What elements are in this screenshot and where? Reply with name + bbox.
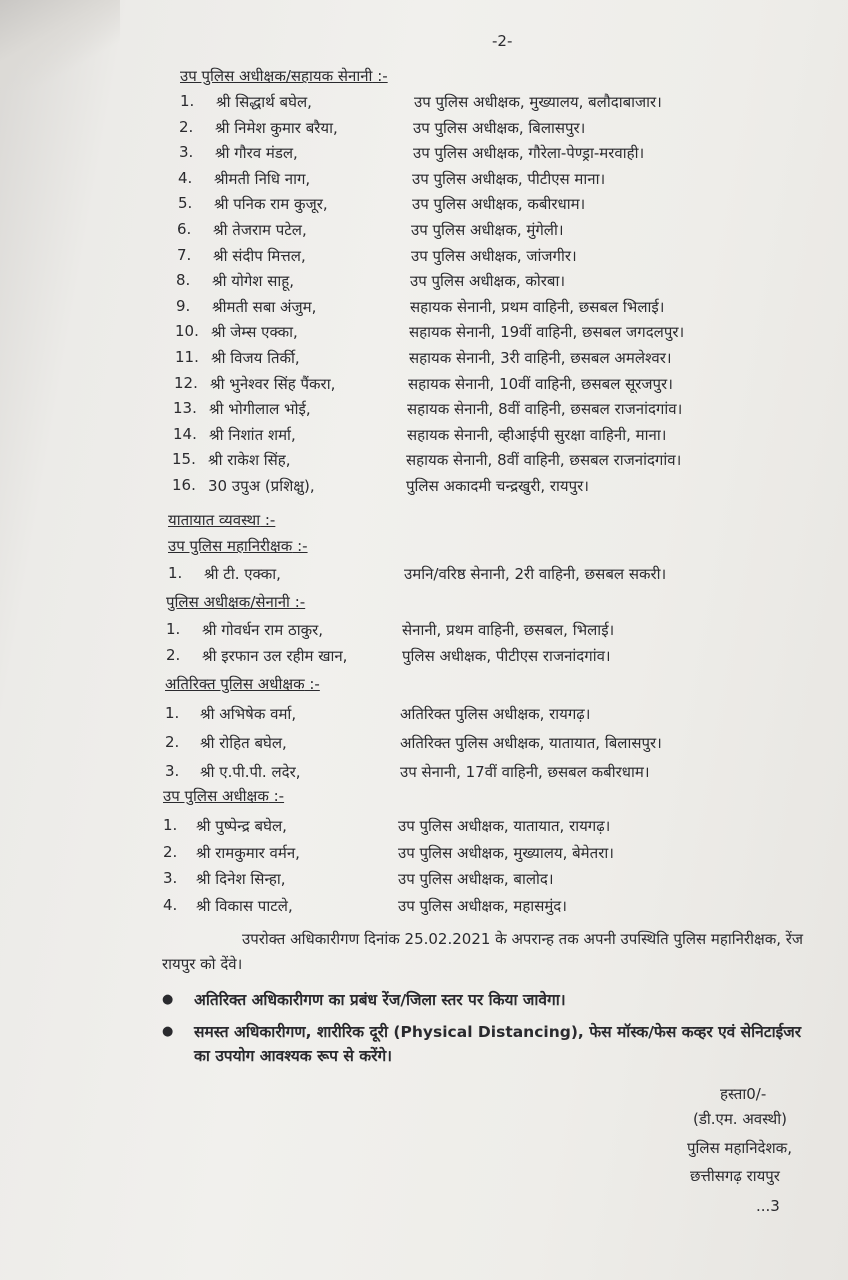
officer-posting: उप पुलिस अधीक्षक, मुंगेली। — [411, 221, 564, 239]
signatory-designation: पुलिस महानिदेशक, — [687, 1139, 792, 1157]
officer-name: श्री अभिषेक वर्मा, — [200, 705, 297, 723]
section-heading-suffix: :- — [304, 675, 320, 693]
list-item — [173, 425, 833, 447]
officer-posting: उप पुलिस अधीक्षक, मुख्यालय, बलौदाबाजार। — [414, 93, 662, 111]
item-number: 2. — [179, 118, 194, 136]
list-item — [177, 220, 837, 242]
bullet-text: अतिरिक्त अधिकारीगण का प्रबंध रेंज/जिला स्तर पर किया जावेगा। — [194, 991, 566, 1009]
bullet-item — [162, 1020, 822, 1068]
item-number: 1. — [163, 816, 178, 834]
section-heading-dig — [168, 536, 308, 556]
section-heading-dsp — [163, 786, 284, 806]
officer-posting: उप सेनानी, 17वीं वाहिनी, छसबल कबीरधाम। — [400, 763, 650, 781]
officer-posting: सहायक सेनानी, 10वीं वाहिनी, छसबल सूरजपुर। — [408, 375, 673, 393]
list-item — [174, 374, 834, 396]
section-heading-text: उप पुलिस अधीक्षक — [163, 787, 269, 805]
signatory-name: (डी.एम. अवस्थी) — [693, 1110, 787, 1128]
page-fold-shadow — [0, 0, 120, 90]
joining-instruction-paragraph — [162, 927, 818, 977]
item-number: 9. — [176, 297, 191, 315]
officer-name: श्री गौरव मंडल, — [215, 144, 298, 162]
item-number: 2. — [163, 843, 178, 861]
officer-posting: अतिरिक्त पुलिस अधीक्षक, रायगढ़। — [400, 705, 591, 723]
list-item — [163, 843, 823, 865]
list-item — [163, 869, 823, 891]
officer-name: श्री दिनेश सिन्हा, — [196, 870, 286, 888]
officer-name: श्री गोवर्धन राम ठाकुर, — [202, 621, 324, 639]
list-item — [178, 194, 838, 216]
officer-posting: उमनि/वरिष्ठ सेनानी, 2री वाहिनी, छसबल सकरी। — [404, 565, 667, 583]
officer-name: 30 उपुअ (प्रशिक्षु), — [208, 477, 315, 495]
item-number: 1. — [180, 92, 195, 110]
signatory-place: छत्तीसगढ़ रायपुर — [690, 1167, 780, 1185]
item-number: 1. — [166, 620, 181, 638]
item-number: 4. — [178, 169, 193, 187]
item-number: 5. — [178, 194, 193, 212]
officer-posting: उप पुलिस अधीक्षक, बिलासपुर। — [413, 119, 586, 137]
item-number: 8. — [176, 271, 191, 289]
officer-name: श्री निमेश कुमार बरैया, — [215, 119, 338, 137]
officer-name: श्री विजय तिर्की, — [211, 349, 300, 367]
item-number: 3. — [163, 869, 178, 887]
officer-name: श्री योगेश साहू, — [212, 272, 295, 290]
item-number: 4. — [163, 896, 178, 914]
officer-name: श्री इरफान उल रहीम खान, — [202, 647, 348, 665]
continued-page-marker: ...3 — [756, 1197, 780, 1215]
item-number: 2. — [166, 646, 181, 664]
item-number: 1. — [165, 704, 180, 722]
item-number: 15. — [172, 450, 196, 468]
item-number: 6. — [177, 220, 192, 238]
bullet-item — [162, 988, 814, 1012]
list-item — [178, 169, 838, 191]
item-number: 3. — [179, 143, 194, 161]
item-number: 14. — [173, 425, 197, 443]
list-item — [163, 816, 823, 838]
item-number: 11. — [175, 348, 199, 366]
officer-posting: उप पुलिस अधीक्षक, कोरबा। — [410, 272, 566, 290]
bullet-icon: ● — [162, 992, 174, 1007]
officer-posting: सहायक सेनानी, प्रथम वाहिनी, छसबल भिलाई। — [410, 298, 665, 316]
officer-posting: सहायक सेनानी, 8वीं वाहिनी, छसबल राजनांदगांव। — [406, 451, 682, 469]
officer-name: श्री जेम्स एक्का, — [211, 323, 298, 341]
officer-posting: सहायक सेनानी, व्हीआईपी सुरक्षा वाहिनी, माना। — [407, 426, 667, 444]
item-number: 12. — [174, 374, 198, 392]
section-heading-dsp-asst-commandant — [180, 66, 388, 86]
item-number: 13. — [173, 399, 197, 417]
officer-name: श्री संदीप मित्तल, — [213, 247, 306, 265]
officer-name: श्री विकास पाटले, — [196, 897, 293, 915]
officer-name: श्रीमती सबा अंजुम, — [212, 298, 317, 316]
officer-posting: उप पुलिस अधीक्षक, यातायात, रायगढ़। — [398, 817, 611, 835]
officer-posting: उप पुलिस अधीक्षक, कबीरधाम। — [412, 195, 586, 213]
list-item — [175, 348, 835, 370]
officer-name: श्री निशांत शर्मा, — [209, 426, 296, 444]
item-number: 7. — [177, 246, 192, 264]
officer-posting: उप पुलिस अधीक्षक, बालोद। — [398, 870, 554, 888]
officer-name: श्री टी. एक्का, — [204, 565, 281, 583]
officer-posting: सहायक सेनानी, 3री वाहिनी, छसबल अमलेश्वर। — [409, 349, 672, 367]
section-heading-suffix: :- — [372, 67, 388, 85]
officer-name: श्री ए.पी.पी. लदेर, — [200, 763, 301, 781]
officer-name: श्रीमती निधि नाग, — [214, 170, 311, 188]
section-heading-traffic — [168, 510, 275, 530]
list-item — [176, 297, 836, 319]
officer-name: श्री रामकुमार वर्मन, — [196, 844, 300, 862]
item-number: 16. — [172, 476, 196, 494]
list-item — [172, 476, 832, 498]
list-item — [166, 620, 826, 642]
section-heading-suffix: :- — [289, 593, 306, 611]
officer-posting: सहायक सेनानी, 8वीं वाहिनी, छसबल राजनांदगांव। — [407, 400, 683, 418]
section-heading-text: उप पुलिस महानिरीक्षक — [168, 537, 293, 555]
item-number: 2. — [165, 733, 180, 751]
signed-marker: हस्ता0/- — [720, 1085, 767, 1103]
officer-posting: सहायक सेनानी, 19वीं वाहिनी, छसबल जगदलपुर। — [409, 323, 685, 341]
officer-name: श्री तेजराम पटेल, — [213, 221, 307, 239]
list-item — [163, 896, 823, 918]
officer-posting: उप पुलिस अधीक्षक, महासमुंद। — [398, 897, 567, 915]
item-number: 3. — [165, 762, 180, 780]
list-item — [176, 271, 836, 293]
item-number: 10. — [175, 322, 199, 340]
list-item — [179, 118, 839, 140]
list-item — [180, 92, 840, 114]
section-heading-suffix: :- — [268, 787, 285, 805]
section-heading-addl-sp — [165, 674, 320, 694]
officer-name: श्री भोगीलाल भोई, — [209, 400, 311, 418]
officer-posting: अतिरिक्त पुलिस अधीक्षक, यातायात, बिलासपुर। — [400, 734, 662, 752]
officer-posting: पुलिस अकादमी चन्द्रखुरी, रायपुर। — [406, 477, 589, 495]
list-item — [165, 762, 825, 784]
officer-posting: सेनानी, प्रथम वाहिनी, छसबल, भिलाई। — [402, 621, 615, 639]
section-heading-suffix: :- — [292, 537, 308, 555]
list-item — [173, 399, 833, 421]
list-item — [166, 646, 826, 668]
list-item — [165, 704, 825, 726]
section-heading-text: उप पुलिस अधीक्षक/सहायक सेनानी — [180, 67, 373, 85]
officer-posting: उप पुलिस अधीक्षक, जांजगीर। — [411, 247, 577, 265]
list-item — [172, 450, 832, 472]
officer-name: श्री पुष्पेन्द्र बघेल, — [196, 817, 287, 835]
bullet-icon: ● — [162, 1024, 174, 1039]
section-heading-suffix: :- — [260, 511, 276, 529]
section-heading-text: अतिरिक्त पुलिस अधीक्षक — [165, 675, 305, 693]
item-number: 1. — [168, 564, 183, 582]
officer-name: श्री रोहित बघेल, — [200, 734, 287, 752]
officer-name: श्री सिद्धार्थ बघेल, — [216, 93, 312, 111]
section-heading-sp-commandant — [166, 592, 305, 612]
bullet-text: समस्त अधिकारीगण, शारीरिक दूरी (Physical Distancing), फेस मॉस्क/फेस कव्हर एवं सेनिटाईजर का उपयोग आवश्यक रूप से करेंगे। — [194, 1023, 802, 1065]
officer-name: श्री पनिक राम कुजूर, — [214, 195, 328, 213]
list-item — [177, 246, 837, 268]
list-item — [179, 143, 839, 165]
paragraph-text: उपरोक्त अधिकारीगण दिनांक 25.02.2021 के अपरान्ह तक अपनी उपस्थिति पुलिस महानिरीक्षक, रेंज रायपुर को देंवे। — [162, 930, 804, 973]
officer-posting: उप पुलिस अधीक्षक, गौरेला-पेण्ड्रा-मरवाही। — [413, 144, 645, 162]
page-number: -2- — [492, 32, 513, 50]
list-item — [168, 564, 828, 586]
list-item — [165, 733, 825, 755]
section-heading-text: यातायात व्यवस्था — [168, 511, 261, 529]
section-heading-text: पुलिस अधीक्षक/सेनानी — [166, 593, 290, 611]
officer-posting: उप पुलिस अधीक्षक, मुख्यालय, बेमेतरा। — [398, 844, 614, 862]
officer-name: श्री राकेश सिंह, — [208, 451, 291, 469]
officer-name: श्री भुनेश्वर सिंह पैंकरा, — [210, 375, 336, 393]
officer-posting: उप पुलिस अधीक्षक, पीटीएस माना। — [412, 170, 606, 188]
officer-posting: पुलिस अधीक्षक, पीटीएस राजनांदगांव। — [402, 647, 611, 665]
list-item — [175, 322, 835, 344]
